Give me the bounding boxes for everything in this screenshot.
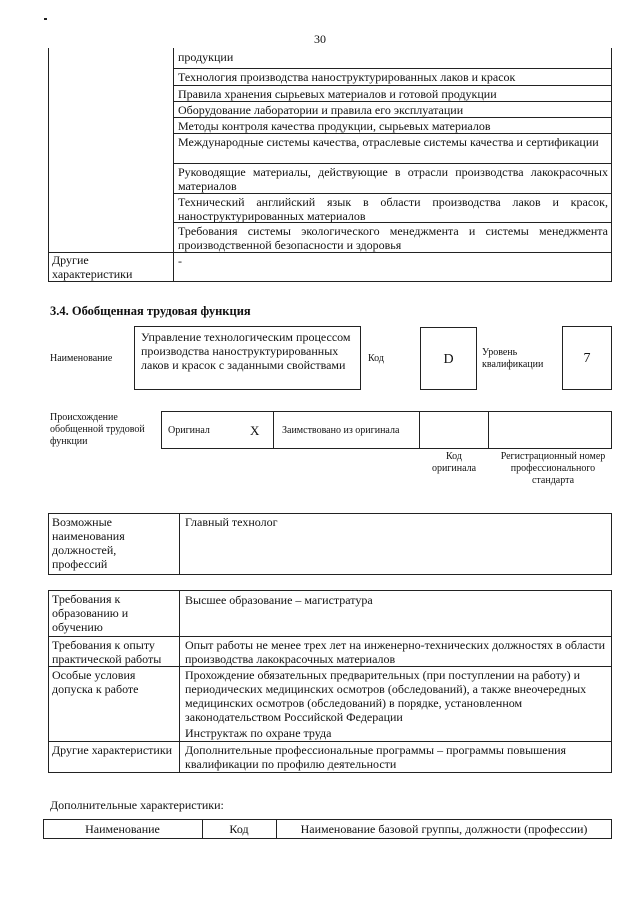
- code-label: Код: [368, 353, 384, 364]
- scan-mark: [44, 18, 47, 20]
- other-characteristics-value: -: [178, 254, 182, 268]
- code-caption: Код оригинала: [431, 451, 477, 474]
- additional-header: Наименование: [85, 822, 160, 836]
- knowledge-item: продукции: [178, 50, 234, 64]
- origin-label: Происхождение обобщенной трудовой функции: [50, 412, 145, 447]
- knowledge-item: Технический английский язык в области производства лаков и красок, наноструктурированных материалов: [174, 193, 612, 223]
- knowledge-item: Оборудование лаборатории и правила его эксплуатации: [174, 101, 612, 118]
- level-value: 7: [583, 351, 591, 366]
- requirement-value: Высшее образование – магистратура: [185, 593, 373, 607]
- requirement-label: Другие характеристики: [52, 743, 173, 757]
- name-value: Управление технологическим процессом производства наноструктурированных лаков и красок с заданными свойствами: [141, 330, 351, 372]
- name-box: [134, 326, 361, 390]
- additional-title: Дополнительные характеристики:: [50, 798, 224, 812]
- original-mark: X: [250, 423, 260, 438]
- positions-value: Главный технолог: [185, 515, 278, 529]
- level-box: [562, 326, 612, 390]
- page-number: 30: [314, 32, 326, 46]
- additional-header: Наименование базовой группы, должности (профессии): [300, 822, 588, 836]
- knowledge-item: Международные системы качества, отраслевые системы качества и сертификации: [174, 133, 612, 164]
- requirement-label: Требования к образованию и обучению: [52, 592, 129, 634]
- knowledge-item: Правила хранения сырьевых материалов и готовой продукции: [174, 85, 612, 102]
- additional-header: Код: [229, 822, 249, 836]
- code-value: D: [443, 352, 454, 367]
- other-characteristics-label: Другие характеристики: [52, 253, 133, 281]
- knowledge-item: Руководящие материалы, действующие в отрасли производства лакокрасочных материалов: [174, 163, 612, 194]
- original-label: Оригинал: [168, 425, 210, 436]
- name-label: Наименование: [50, 353, 113, 364]
- knowledge-item: Требования системы экологического менеджмента и системы менеджмента производственной безопасности и здоровья: [174, 222, 612, 253]
- code-box: [420, 327, 477, 390]
- reg-caption: Регистрационный номер профессионального стандарта: [500, 451, 606, 486]
- requirement-label: Требования к опыту практической работы: [52, 638, 162, 666]
- requirement-label: Особые условия допуска к работе: [52, 668, 139, 696]
- requirement-value: Дополнительные профессиональные программы – программы повышения квалификации по профилю деятельности: [185, 743, 567, 771]
- requirement-value-2: Инструктаж по охране труда: [185, 726, 332, 740]
- requirement-value: Опыт работы не менее трех лет на инженерно-технических должностях в области производства лакокрасочных материалов: [185, 638, 605, 666]
- section-title: 3.4. Обобщенная трудовая функция: [50, 304, 251, 318]
- positions-label: Возможные наименования должностей, профессий: [52, 515, 125, 571]
- borrowed-label: Заимствовано из оригинала: [282, 425, 400, 436]
- level-label: Уровень квалификации: [482, 347, 544, 370]
- requirement-value: Прохождение обязательных предварительных (при поступлении на работу) и периодических медицинских осмотров (обследований), а также внеочередных медицинских осмотров (обследований) в порядке, установленном законодательством Российской Федерации: [185, 668, 587, 724]
- knowledge-item: Методы контроля качества продукции, сырьевых материалов: [174, 117, 612, 134]
- knowledge-item: Технология производства наноструктурированных лаков и красок: [174, 68, 612, 86]
